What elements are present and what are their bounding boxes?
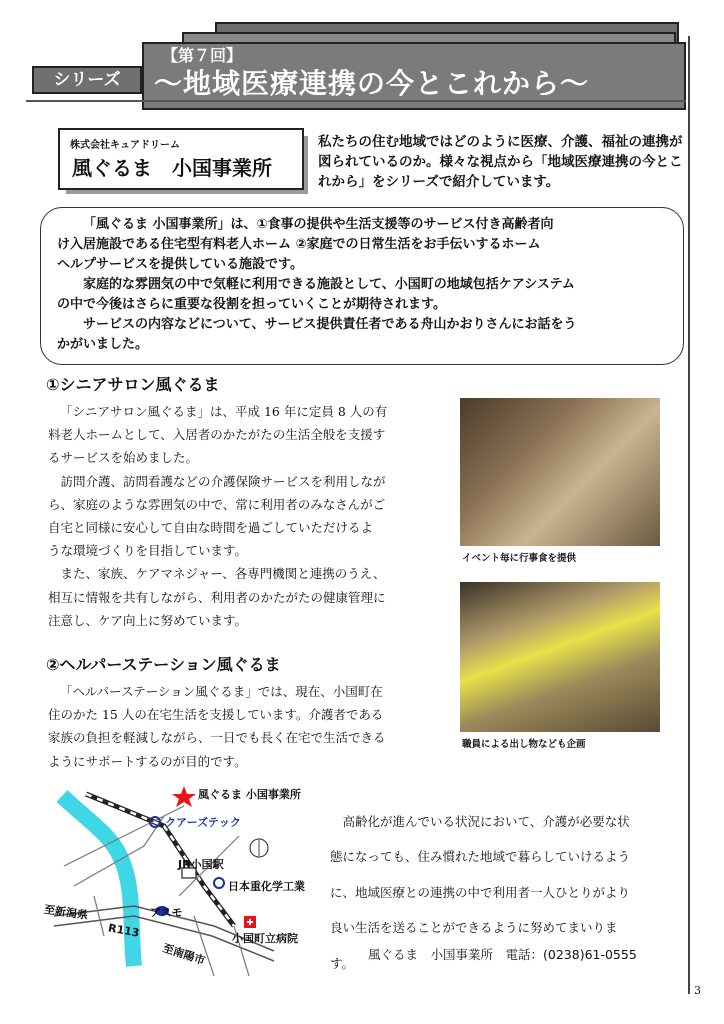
section1-heading: ①シニアサロン風ぐるま bbox=[46, 375, 220, 394]
text-line: 良い生活を送ることができるように努めてまいりま bbox=[330, 920, 618, 935]
text-line: うな環境づくりを目指しています。 bbox=[48, 543, 248, 559]
text-line: 訪問介護、訪問看護などの介護保険サービスを利用しなが bbox=[48, 473, 386, 489]
text-line: 「ヘルパーステーション風ぐるま」では、現在、小国町在 bbox=[60, 684, 383, 699]
text-line: 態になっても、住み慣れた地域で暮らしていけるよう bbox=[330, 849, 631, 864]
header-rule bbox=[26, 100, 686, 102]
section2-heading: ②ヘルパーステーション風ぐるま bbox=[46, 655, 281, 674]
photo-event-meal bbox=[460, 398, 660, 546]
text-line: ようにサポートするのが目的です。 bbox=[48, 753, 247, 769]
map-label-hospital: 小国町立病院 bbox=[232, 932, 298, 945]
text-line: 住のかた 15 人の在宅生活を支援しています。介護者である bbox=[48, 707, 384, 723]
footer-contact: 風ぐるま 小国事業所 電話：(0238)61-0555 bbox=[368, 947, 637, 962]
header-title: ～地域医療連携の今とこれから～ bbox=[154, 67, 590, 100]
photo-caption-1: イベント毎に行事食を提供 bbox=[462, 553, 577, 564]
text-line: す。 bbox=[330, 955, 355, 971]
text-line: 料老人ホームとして、入居者のかたがたの生活全般を支援す bbox=[48, 427, 386, 443]
map-label-to-niigata: 至新潟県 bbox=[43, 902, 89, 922]
text-line: 高齢化が進んでいる状況において、介護が必要な状 bbox=[330, 813, 630, 829]
text-line: 自宅と同様に安心して自由な時間を過ごしていただけるよ bbox=[48, 520, 374, 536]
lead-line: サービスの内容などについて、サービス提供責任者である舟山かおりさんにお話をう bbox=[83, 317, 577, 332]
map-label-curers: クアーズテック bbox=[165, 816, 241, 829]
lead-line: け入居施設である住宅型有料老人ホーム ②家庭での日常生活をお手伝いするホーム bbox=[57, 237, 541, 252]
map-label-to-nanyo: 至南陽市 bbox=[160, 941, 207, 968]
lead-line: ヘルプサービスを提供している施設です。 bbox=[57, 257, 303, 272]
lead-line: の中で今後はさらに重要な役割を担っていくことが期待されます。 bbox=[57, 297, 446, 312]
company-box bbox=[58, 128, 304, 190]
text-line: ら、家庭のような雰囲気の中で、常に利用者のみなさんがご bbox=[48, 496, 386, 512]
map-label-kazeguruma: 風ぐるま 小国事業所 bbox=[198, 788, 301, 801]
text-line: 家族の負担を軽減しながら、一日でも長く在宅で生活できる bbox=[48, 730, 386, 746]
company-name: 風ぐるま 小国事業所 bbox=[72, 156, 272, 180]
map-label-asumo: アスモ bbox=[150, 906, 183, 919]
text-line: 相互に情報を共有しながら、利用者のかたがたの健康管理に bbox=[48, 589, 386, 605]
map-label-station: JR小国駅 bbox=[178, 858, 224, 871]
section2-body bbox=[48, 680, 446, 773]
star-icon bbox=[172, 786, 196, 807]
factory-icon bbox=[214, 878, 224, 888]
lead-line: かがいました。 bbox=[57, 337, 149, 352]
photo-caption-2: 職員による出し物なども企画 bbox=[462, 739, 586, 750]
map-label-nihon: 日本重化学工業 bbox=[228, 880, 305, 893]
page-number: 3 bbox=[694, 984, 701, 997]
section1-body bbox=[48, 400, 446, 632]
text-line: るサービスを始めました。 bbox=[48, 450, 199, 466]
photo-staff-performance bbox=[460, 582, 660, 732]
header-round: 【第７回】 bbox=[162, 46, 243, 65]
river bbox=[62, 796, 134, 966]
lead-line: 家庭的な雰囲気の中で気軽に利用できる施設として、小国町の地域包括ケアシステム bbox=[83, 277, 575, 292]
text-line: 注意し、ケア向上に努めています。 bbox=[48, 612, 248, 628]
company-corp: 株式会社キュアドリーム bbox=[70, 140, 180, 151]
lead-line: 「風ぐるま 小国事業所」は、①食事の提供や生活支援等のサービス付き高齢者向 bbox=[83, 217, 554, 232]
lead-box bbox=[40, 207, 684, 365]
text-line: 「シニアサロン風ぐるま」は、平成 16 年に定員 8 人の有 bbox=[60, 404, 388, 419]
text-line: また、家族、ケアマネジャー、各専門機関と連携のうえ、 bbox=[48, 566, 386, 582]
text-line: に、地域医療との連携の中で利用者一人ひとりがより bbox=[330, 884, 631, 900]
map-label-route: R113 bbox=[107, 921, 141, 940]
intro-text: 私たちの住む地域ではどのように医療、介護、福祉の連携が図られているのか。様々な視点から「地域医療連携の今とこれから」をシリーズで紹介しています。 bbox=[318, 134, 683, 190]
series-label: シリーズ bbox=[32, 66, 142, 94]
